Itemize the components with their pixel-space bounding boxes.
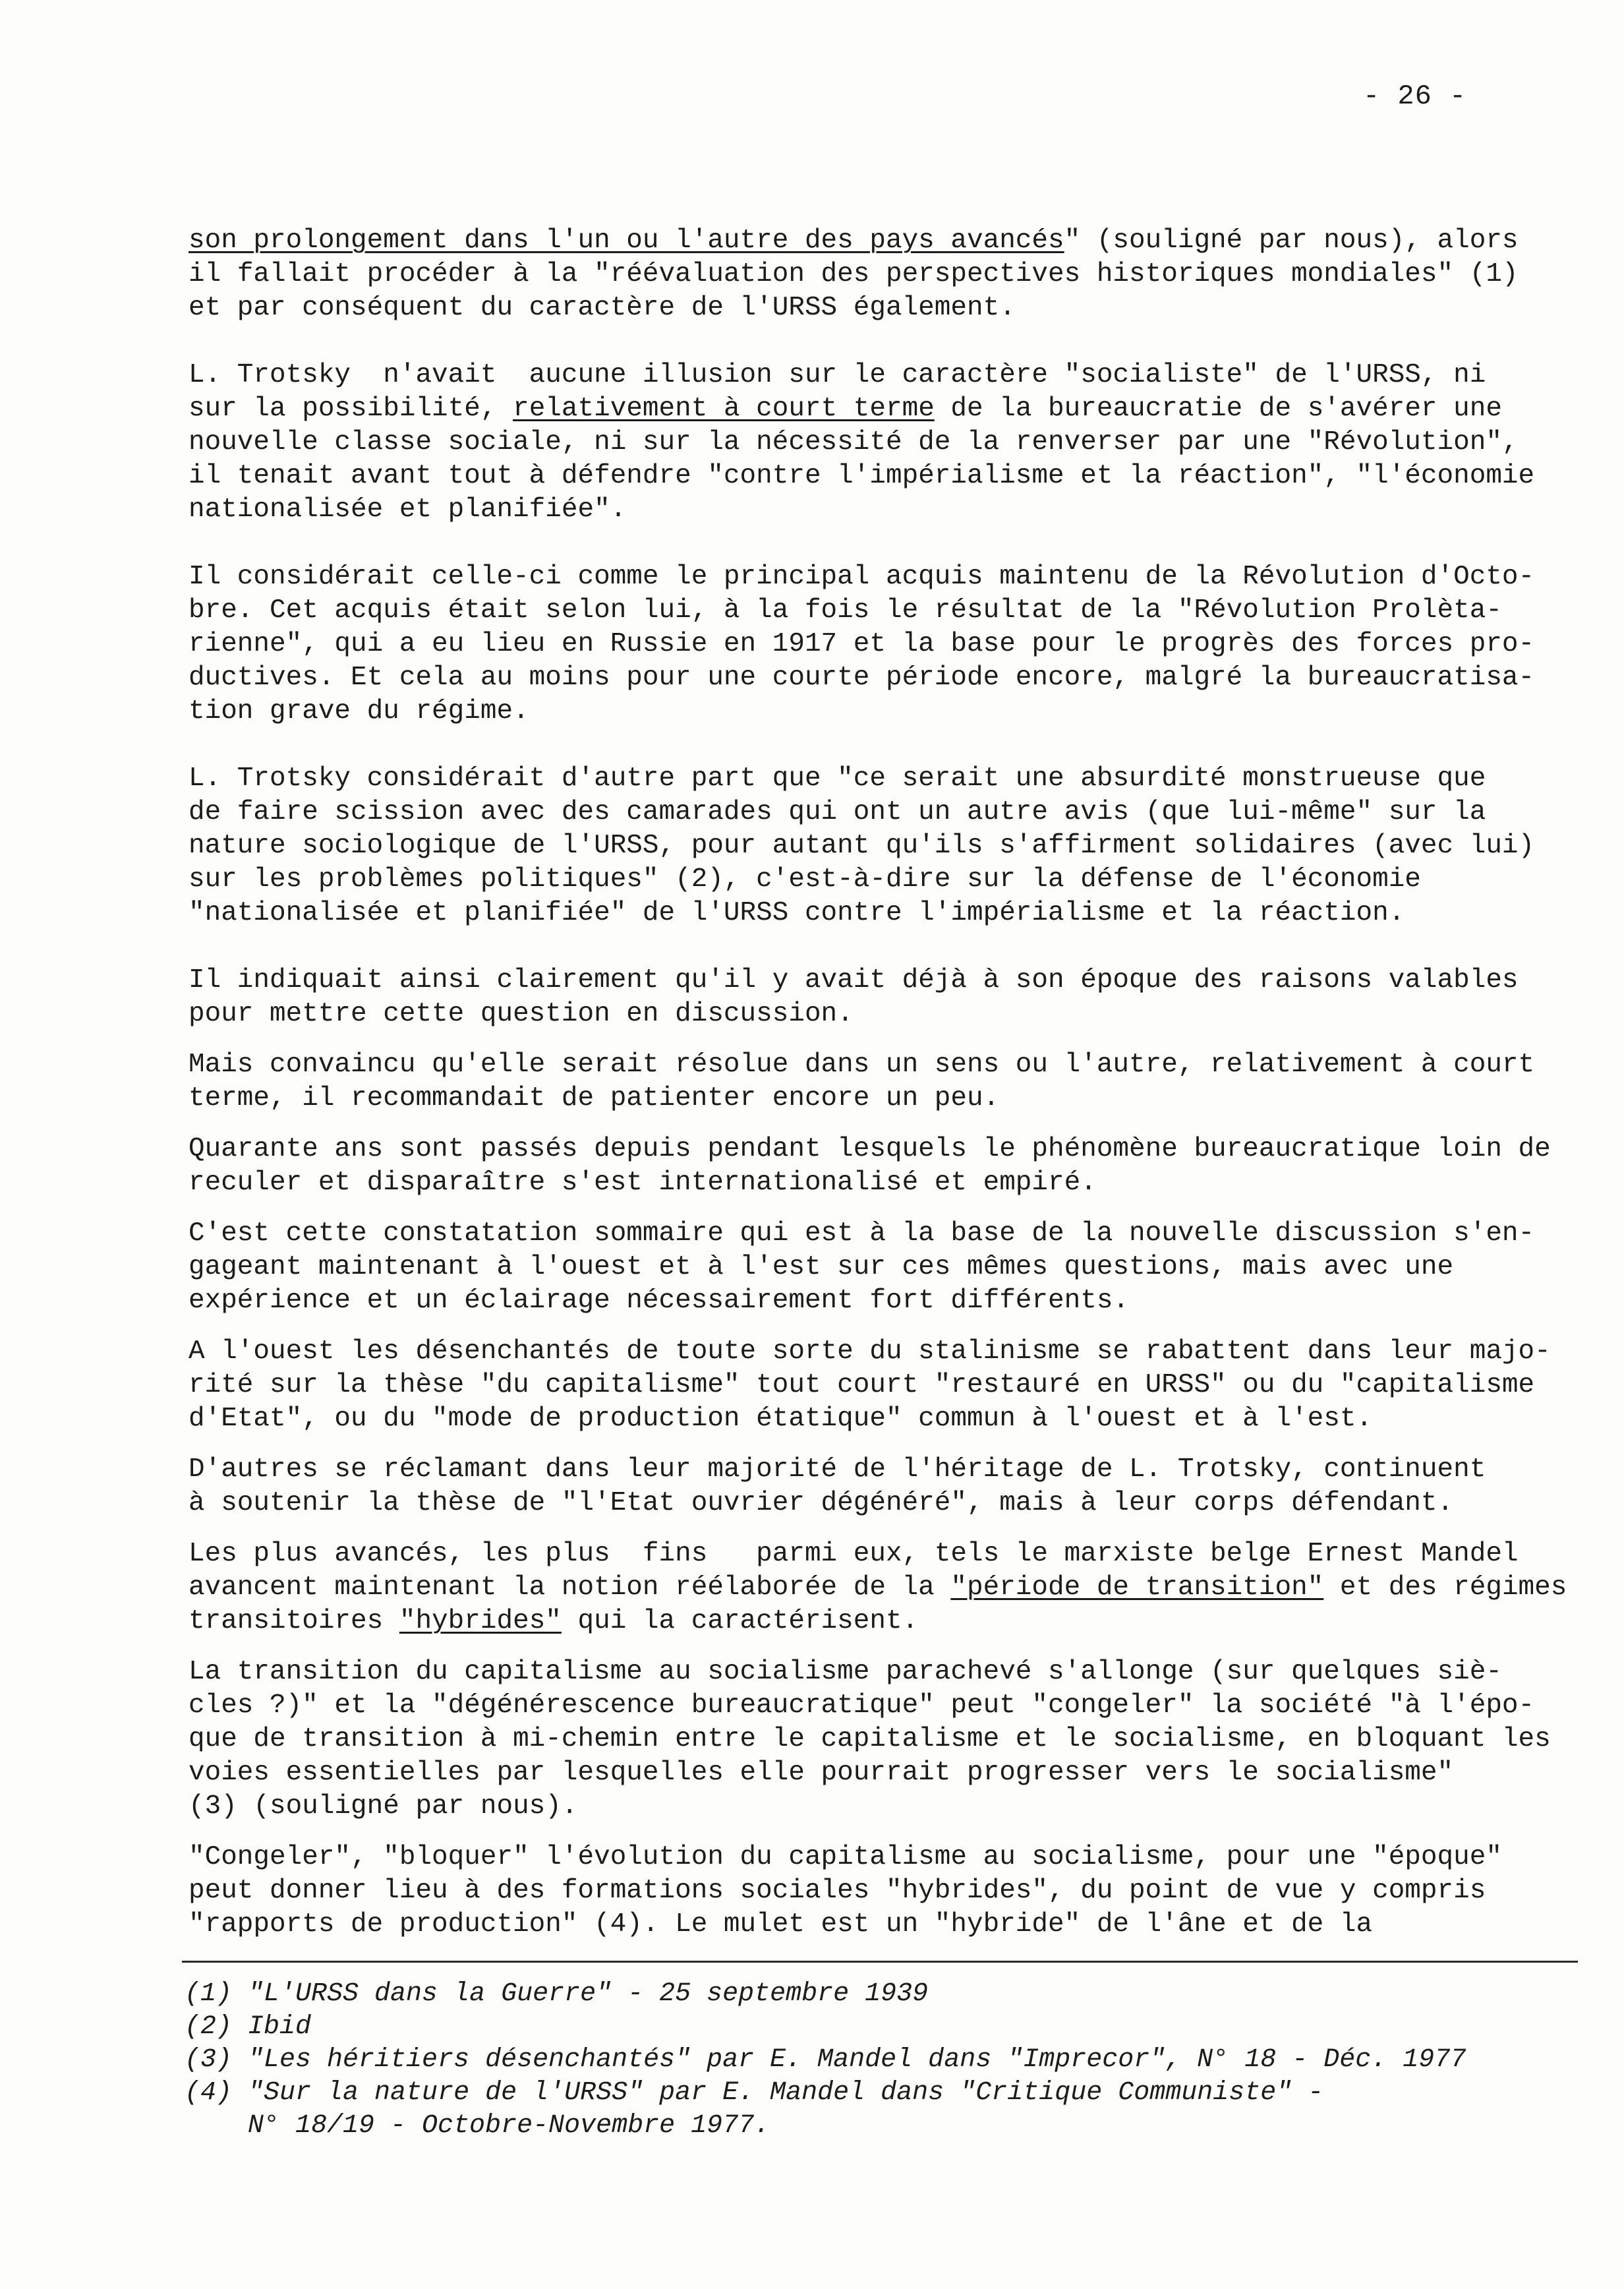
text-line: "Congeler", "bloquer" l'évolution du capitalisme au socialisme, pour une "époque": [188, 1842, 1502, 1872]
footnotes: [185, 1978, 1569, 2143]
text-line: que de transition à mi-chemin entre le capitalisme et le socialisme, en bloquant les: [188, 1724, 1551, 1754]
text-line: L. Trotsky considérait d'autre part que "ce serait une absurdité monstrueuse que: [188, 763, 1486, 794]
paragraph: [188, 964, 1566, 1031]
text-line: sur la possibilité, relativement à court terme de la bureaucratie de s'avérer une: [188, 394, 1502, 424]
text-line: gageant maintenant à l'ouest et à l'est sur ces mêmes questions, mais avec une: [188, 1252, 1454, 1282]
paragraph: [188, 1841, 1566, 1942]
text-line: rienne", qui a eu lieu en Russie en 1917 et la base pour le progrès des forces pro-: [188, 629, 1535, 659]
text-line: Les plus avancés, les plus fins parmi eux, tels le marxiste belge Ernest Mandel: [188, 1539, 1519, 1569]
text-line: il tenait avant tout à défendre "contre l'impérialisme et la réaction", "l'économie: [188, 461, 1535, 491]
text-line: La transition du capitalisme au socialisme parachevé s'allonge (sur quelques siè-: [188, 1657, 1502, 1687]
text-line: transitoires "hybrides" qui la caractérisent.: [188, 1606, 919, 1636]
text-line: à soutenir la thèse de "l'Etat ouvrier dégénéré", mais à leur corps défendant.: [188, 1488, 1454, 1518]
text-line: sur les problèmes politiques" (2), c'est-à-dire sur la défense de l'économie: [188, 864, 1421, 895]
paragraph: [188, 560, 1566, 728]
paragraph: [188, 359, 1566, 527]
text-line: reculer et disparaître s'est internationalisé et empiré.: [188, 1168, 1097, 1198]
main-text: [188, 224, 1566, 1959]
text-line: et par conséquent du caractère de l'URSS également.: [188, 293, 1016, 323]
text-line: L. Trotsky n'avait aucune illusion sur le caractère "socialiste" de l'URSS, ni: [188, 360, 1486, 390]
text-line: bre. Cet acquis était selon lui, à la fois le résultat de la "Révolution Prolèta-: [188, 595, 1502, 626]
paragraph: [188, 1048, 1566, 1115]
text-line: (3) (souligné par nous).: [188, 1791, 578, 1822]
footnote: (3) "Les héritiers désenchantés" par E. Mandel dans "Imprecor", N° 18 - Déc. 1977: [185, 2045, 1466, 2075]
text-line: A l'ouest les désenchantés de toute sorte du stalinisme se rabattent dans leur majo-: [188, 1336, 1551, 1367]
paragraph: [188, 1537, 1566, 1638]
paragraph: [188, 224, 1566, 325]
text-line: "nationalisée et planifiée" de l'URSS contre l'impérialisme et la réaction.: [188, 898, 1405, 928]
text-line: Il considérait celle-ci comme le principal acquis maintenu de la Révolution d'Octo-: [188, 562, 1535, 592]
text-line: son prolongement dans l'un ou l'autre des pays avancés" (souligné par nous), alors: [188, 225, 1519, 256]
footnote: (2) Ibid: [185, 2012, 312, 2042]
text-line: nature sociologique de l'URSS, pour autant qu'ils s'affirment solidaires (avec lui): [188, 831, 1535, 861]
text-line: expérience et un éclairage nécessairement fort différents.: [188, 1286, 1130, 1316]
text-line: peut donner lieu à des formations sociales "hybrides", du point de vue y compris: [188, 1876, 1486, 1906]
text-line: Quarante ans sont passés depuis pendant lesquels le phénomène bureaucratique loin de: [188, 1134, 1551, 1164]
paragraph: [188, 762, 1566, 930]
footnote: (4) "Sur la nature de l'URSS" par E. Mandel dans "Critique Communiste" -: [185, 2078, 1324, 2108]
text-line: cles ?)" et la "dégénérescence bureaucratique" peut "congeler" la société "à l'épo-: [188, 1690, 1535, 1721]
text-line: il fallait procéder à la "réévaluation des perspectives historiques mondiales" (1): [188, 259, 1519, 289]
text-line: voies essentielles par lesquelles elle pourrait progresser vers le socialisme": [188, 1758, 1454, 1788]
text-line: C'est cette constatation sommaire qui est à la base de la nouvelle discussion s'en-: [188, 1218, 1535, 1249]
footnote-separator: [182, 1961, 1578, 1963]
paragraph: [188, 1335, 1566, 1436]
paragraph: [188, 1217, 1566, 1318]
text-line: tion grave du régime.: [188, 696, 529, 727]
footnote: N° 18/19 - Octobre-Novembre 1977.: [248, 2111, 770, 2141]
text-line: de faire scission avec des camarades qui ont un autre avis (que lui-même" sur la: [188, 797, 1486, 827]
text-line: Il indiquait ainsi clairement qu'il y avait déjà à son époque des raisons valables: [188, 965, 1519, 996]
paragraph: [188, 1453, 1566, 1520]
text-line: pour mettre cette question en discussion.: [188, 999, 854, 1029]
text-line: ductives. Et cela au moins pour une courte période encore, malgré la bureaucratisa-: [188, 663, 1535, 693]
text-line: Mais convaincu qu'elle serait résolue dans un sens ou l'autre, relativement à court: [188, 1050, 1535, 1080]
paragraph: [188, 1655, 1566, 1824]
text-line: nationalisée et planifiée".: [188, 494, 627, 525]
text-line: d'Etat", ou du "mode de production étatique" commun à l'ouest et à l'est.: [188, 1404, 1373, 1434]
text-line: avancent maintenant la notion réélaborée de la "période de transition" et des régimes: [188, 1572, 1567, 1603]
text-line: terme, il recommandait de patienter encore un peu.: [188, 1083, 1000, 1114]
text-line: D'autres se réclamant dans leur majorité de l'héritage de L. Trotsky, continuent: [188, 1454, 1486, 1485]
text-line: nouvelle classe sociale, ni sur la nécessité de la renverser par une "Révolution",: [188, 427, 1519, 458]
footnote: (1) "L'URSS dans la Guerre" - 25 septembre 1939: [185, 1979, 929, 2009]
paragraph: [188, 1133, 1566, 1200]
page-number: - 26 -: [1363, 80, 1467, 112]
text-line: "rapports de production" (4). Le mulet est un "hybride" de l'âne et de la: [188, 1909, 1373, 1940]
text-line: rité sur la thèse "du capitalisme" tout court "restauré en URSS" ou du "capitalisme: [188, 1370, 1535, 1400]
